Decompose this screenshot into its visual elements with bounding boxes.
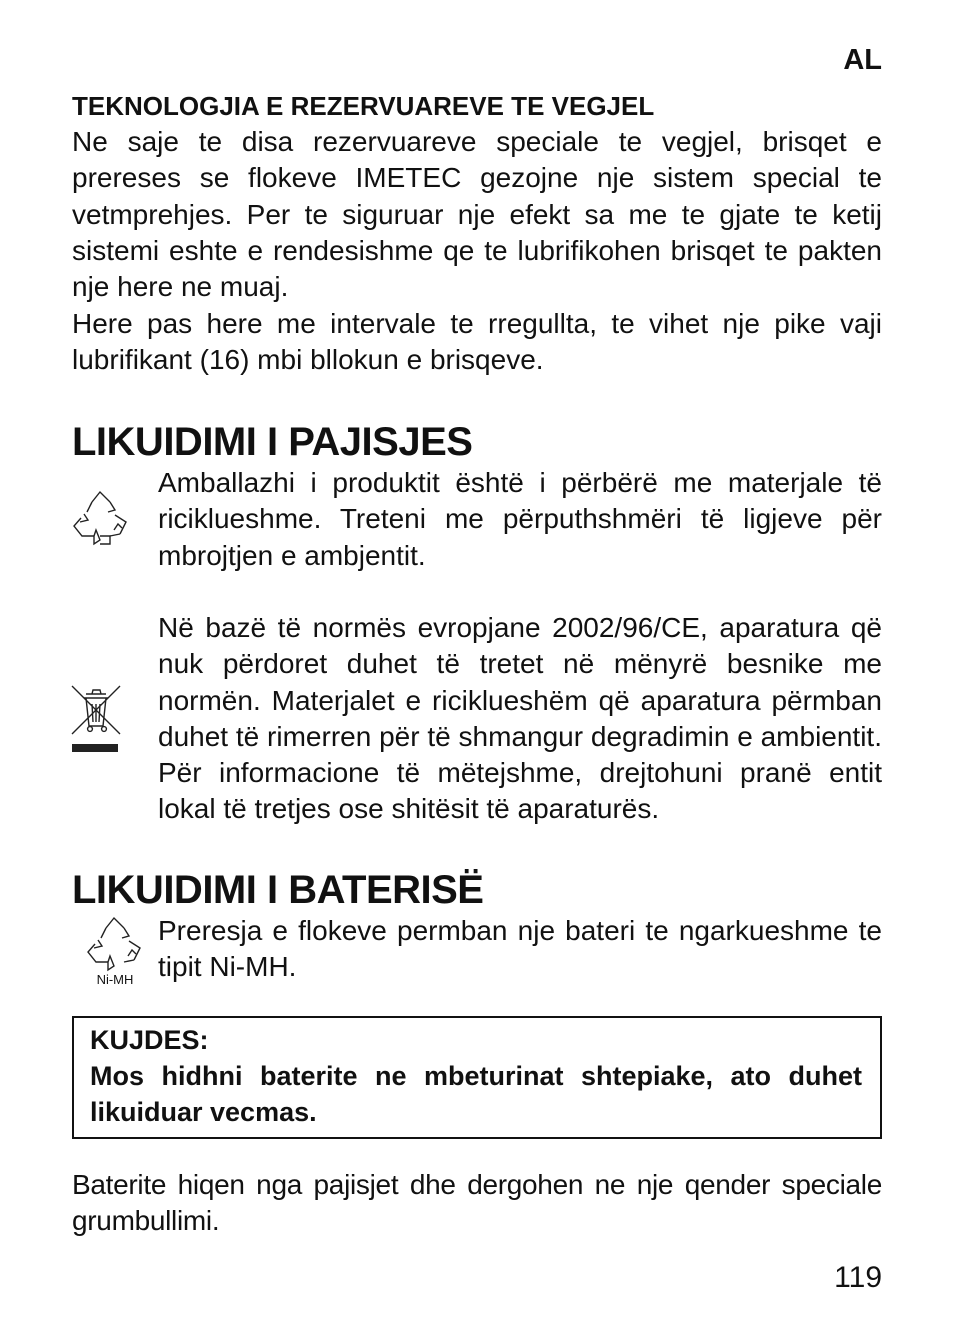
battery-icon-label: Ni-MH (96, 972, 134, 987)
device-disposal-heading: LIKUIDIMI I PAJISJES (72, 420, 473, 464)
battery-text: Preresja e flokeve permban nje bateri te ngarkueshme te tipit Ni-MH. (158, 915, 882, 983)
warning-title: KUJDES: (90, 1025, 209, 1055)
battery-disposal-heading: LIKUIDIMI I BATERISË (72, 868, 484, 912)
tech-paragraph-1: Ne saje te disa rezervuareve speciale te vegjel, brisqet e prereses se flokeve IMETEC gezojne nje sistem special te vetmprehjes. Per te siguruar nje efekt sa me te gjate te ketij sistemi eshte e rendesishme qe te lubrifikohen brisqet te pakten nje here ne muaj. (72, 126, 882, 303)
language-code: AL (843, 44, 882, 76)
battery-closing-text: Baterite hiqen nga pajisjet dhe dergohen ne nje qender speciale grumbullimi. (72, 1169, 882, 1237)
crossed-bin-icon (70, 684, 122, 756)
battery-recycle-icon (84, 916, 146, 974)
warning-text: Mos hidhni baterite ne mbeturinat shtepiake, ato duhet likuiduar vecmas. (90, 1061, 862, 1127)
page-number: 119 (834, 1261, 882, 1294)
section-subheading: TEKNOLOGJIA E REZERVUAREVE TE VEGJEL (72, 91, 655, 121)
packaging-disposal-text: Amballazhi i produktit është i përbërë me materjale të riciklueshme. Treteni me përputhshmëri të ligjeve për mbrojtjen e ambjentit. (158, 467, 882, 571)
tech-paragraph-2: Here pas here me intervale te rregullta, te vihet nje pike vaji lubrifikant (16) mbi bllokun e brisqeve. (72, 308, 882, 376)
weee-disposal-text: Në bazë të normës evropjane 2002/96/CE, aparatura që nuk përdoret duhet të tretet në mënyrë besnike me normën. Materjalet e riciklueshëm që aparatura përmban duhet të rimerren për të shmangur degradimin e ambientit. Për informacione të mëtejshme, drejtohuni pranë entit lokal të tretjes ose shitësit të aparaturës. (158, 612, 882, 825)
recycle-icon (70, 490, 132, 548)
